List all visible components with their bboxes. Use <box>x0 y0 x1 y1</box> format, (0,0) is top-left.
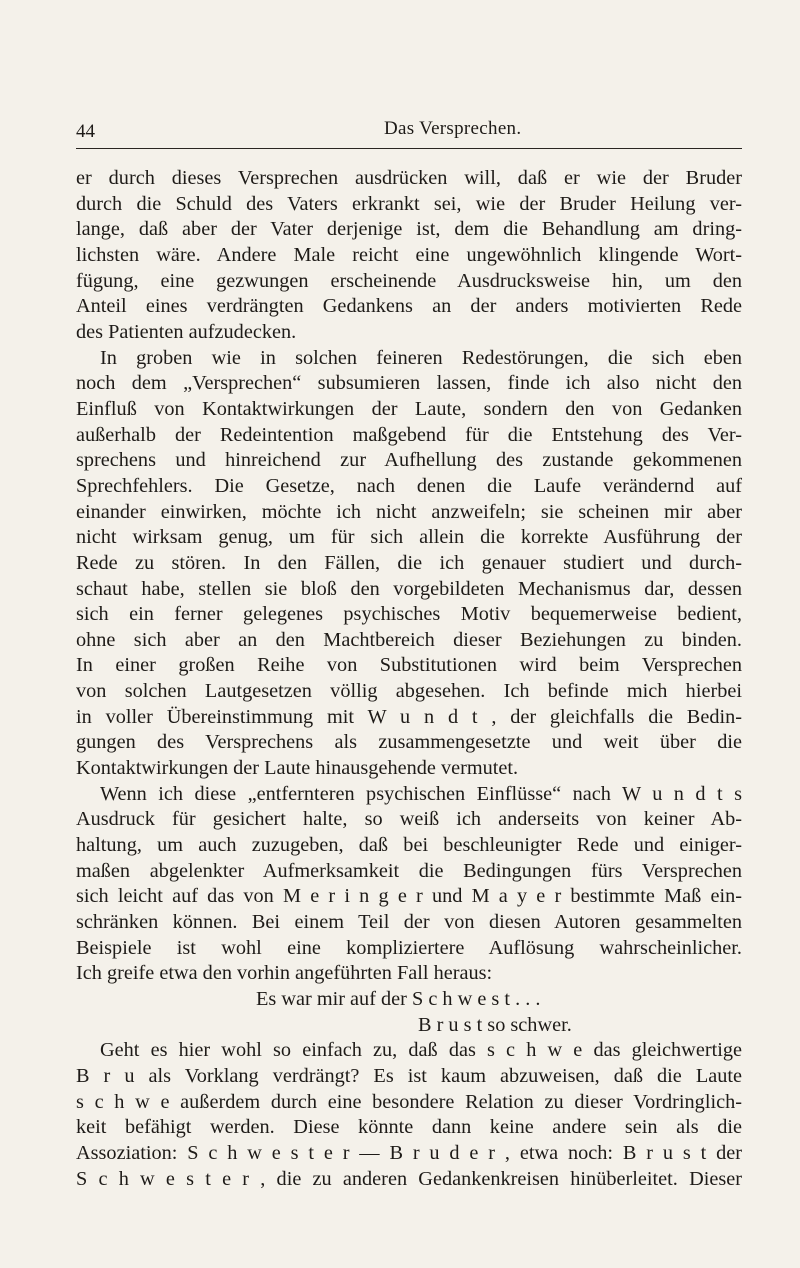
running-head: Das Versprechen. <box>384 118 522 139</box>
text-line: schränken können. Bei einem Teil der von diesen Autoren gesammelten <box>76 911 742 934</box>
page-header <box>76 114 742 149</box>
text-line: schaut habe, stellen sie bloß den vorgebildeten Mechanismus dar, dessen <box>76 577 742 600</box>
text-line: Ich greife etwa den vorhin angeführten Fall heraus: <box>76 962 493 985</box>
text-line: sprechens und hinreichend zur Aufhellung des zustande gekommenen <box>76 449 742 472</box>
text-line: lange, daß aber der Vater derjenige ist, dem die Behandlung am dring- <box>76 218 742 241</box>
text-line: Anteil eines verdrängten Gedankens an der anders motivierten Rede <box>76 295 742 318</box>
page-number: 44 <box>76 121 95 142</box>
text-line: B r u s t so schwer. <box>418 1013 572 1036</box>
text-line: Geht es hier wohl so einfach zu, daß das s c h w e das gleichwertige <box>100 1039 742 1062</box>
text-line: in voller Übereinstimmung mit W u n d t , der gleichfalls die Bedin- <box>76 705 742 728</box>
text-line: sich leicht auf das von M e r i n g e r und M a y e r bestimmte Maß ein- <box>76 885 742 908</box>
text-line: Beispiele ist wohl eine kompliziertere Auflösung wahrscheinlicher. <box>76 936 742 959</box>
text-line: durch die Schuld des Vaters erkrankt sei, wie der Bruder Heilung ver- <box>76 192 742 215</box>
text-line: er durch dieses Versprechen ausdrücken will, daß er wie der Bruder <box>76 167 742 189</box>
text-line: Wenn ich diese „entfernteren psychischen Einflüsse“ nach W u n d t s <box>100 782 742 805</box>
text-line: maßen abgelenkter Aufmerksamkeit die Bedingungen fürs Versprechen <box>76 859 742 882</box>
text-line: Assoziation: S c h w e s t e r — B r u d e r , etwa noch: B r u s t der <box>76 1141 742 1164</box>
text-line: Sprechfehlers. Die Gesetze, nach denen die Laufe verändernd auf <box>76 474 742 497</box>
text-line: haltung, um auch zuzugeben, daß bei beschleunigter Rede und einiger- <box>76 834 742 857</box>
text-line: fügung, eine gezwungen erscheinende Ausdrucksweise hin, um den <box>76 269 742 292</box>
text-line: lichsten wäre. Andere Male reicht eine ungewöhnlich klingende Wort- <box>76 243 742 266</box>
text-line: ohne sich aber an den Machtbereich dieser Beziehungen zu binden. <box>76 628 742 651</box>
text-line: Einfluß von Kontaktwirkungen der Laute, sondern den von Gedanken <box>76 397 742 420</box>
text-line: S c h w e s t e r , die zu anderen Gedankenkreisen hinüberleitet. Dieser <box>76 1167 742 1190</box>
text-line: einander einwirken, möchte ich nicht anzweifeln; sie scheinen mir aber <box>76 500 742 523</box>
text-line: außerhalb der Redeintention maßgebend für die Entstehung des Ver- <box>76 423 742 446</box>
text-line: von solchen Lautgesetzen völlig abgesehen. Ich befinde mich hierbei <box>76 680 742 703</box>
text-line: s c h w e außerdem durch eine besondere Relation zu dieser Vordringlich- <box>76 1090 742 1113</box>
text-line: Ausdruck für gesichert halte, so weiß ich anderseits von keiner Ab- <box>76 808 742 831</box>
text-line: nicht wirksam genug, um für sich allein die korrekte Ausführung der <box>76 526 742 549</box>
text-line: Rede zu stören. In den Fällen, die ich genauer studiert und durch- <box>76 551 742 574</box>
text-line: Es war mir auf der S c h w e s t . . . <box>256 988 541 1010</box>
text-line: In einer großen Reihe von Substitutionen wird beim Versprechen <box>76 654 742 677</box>
text-line: Kontaktwirkungen der Laute hinausgehende vermutet. <box>76 757 519 780</box>
text-line: keit befähigt werden. Diese könnte dann keine andere sein als die <box>76 1116 742 1139</box>
text-line: gungen des Versprechens als zusammengesetzte und weit über die <box>76 731 742 754</box>
text-line: B r u als Vorklang verdrängt? Es ist kaum abzuweisen, daß die Laute <box>76 1064 742 1087</box>
body-text <box>76 166 742 1192</box>
text-line: noch dem „Versprechen“ subsumieren lassen, finde ich also nicht den <box>76 372 742 395</box>
text-line: des Patienten aufzudecken. <box>76 320 297 343</box>
text-line: sich ein ferner gelegenes psychisches Motiv bequemerweise bedient, <box>76 603 742 626</box>
text-line: In groben wie in solchen feineren Redestörungen, die sich eben <box>100 346 742 369</box>
